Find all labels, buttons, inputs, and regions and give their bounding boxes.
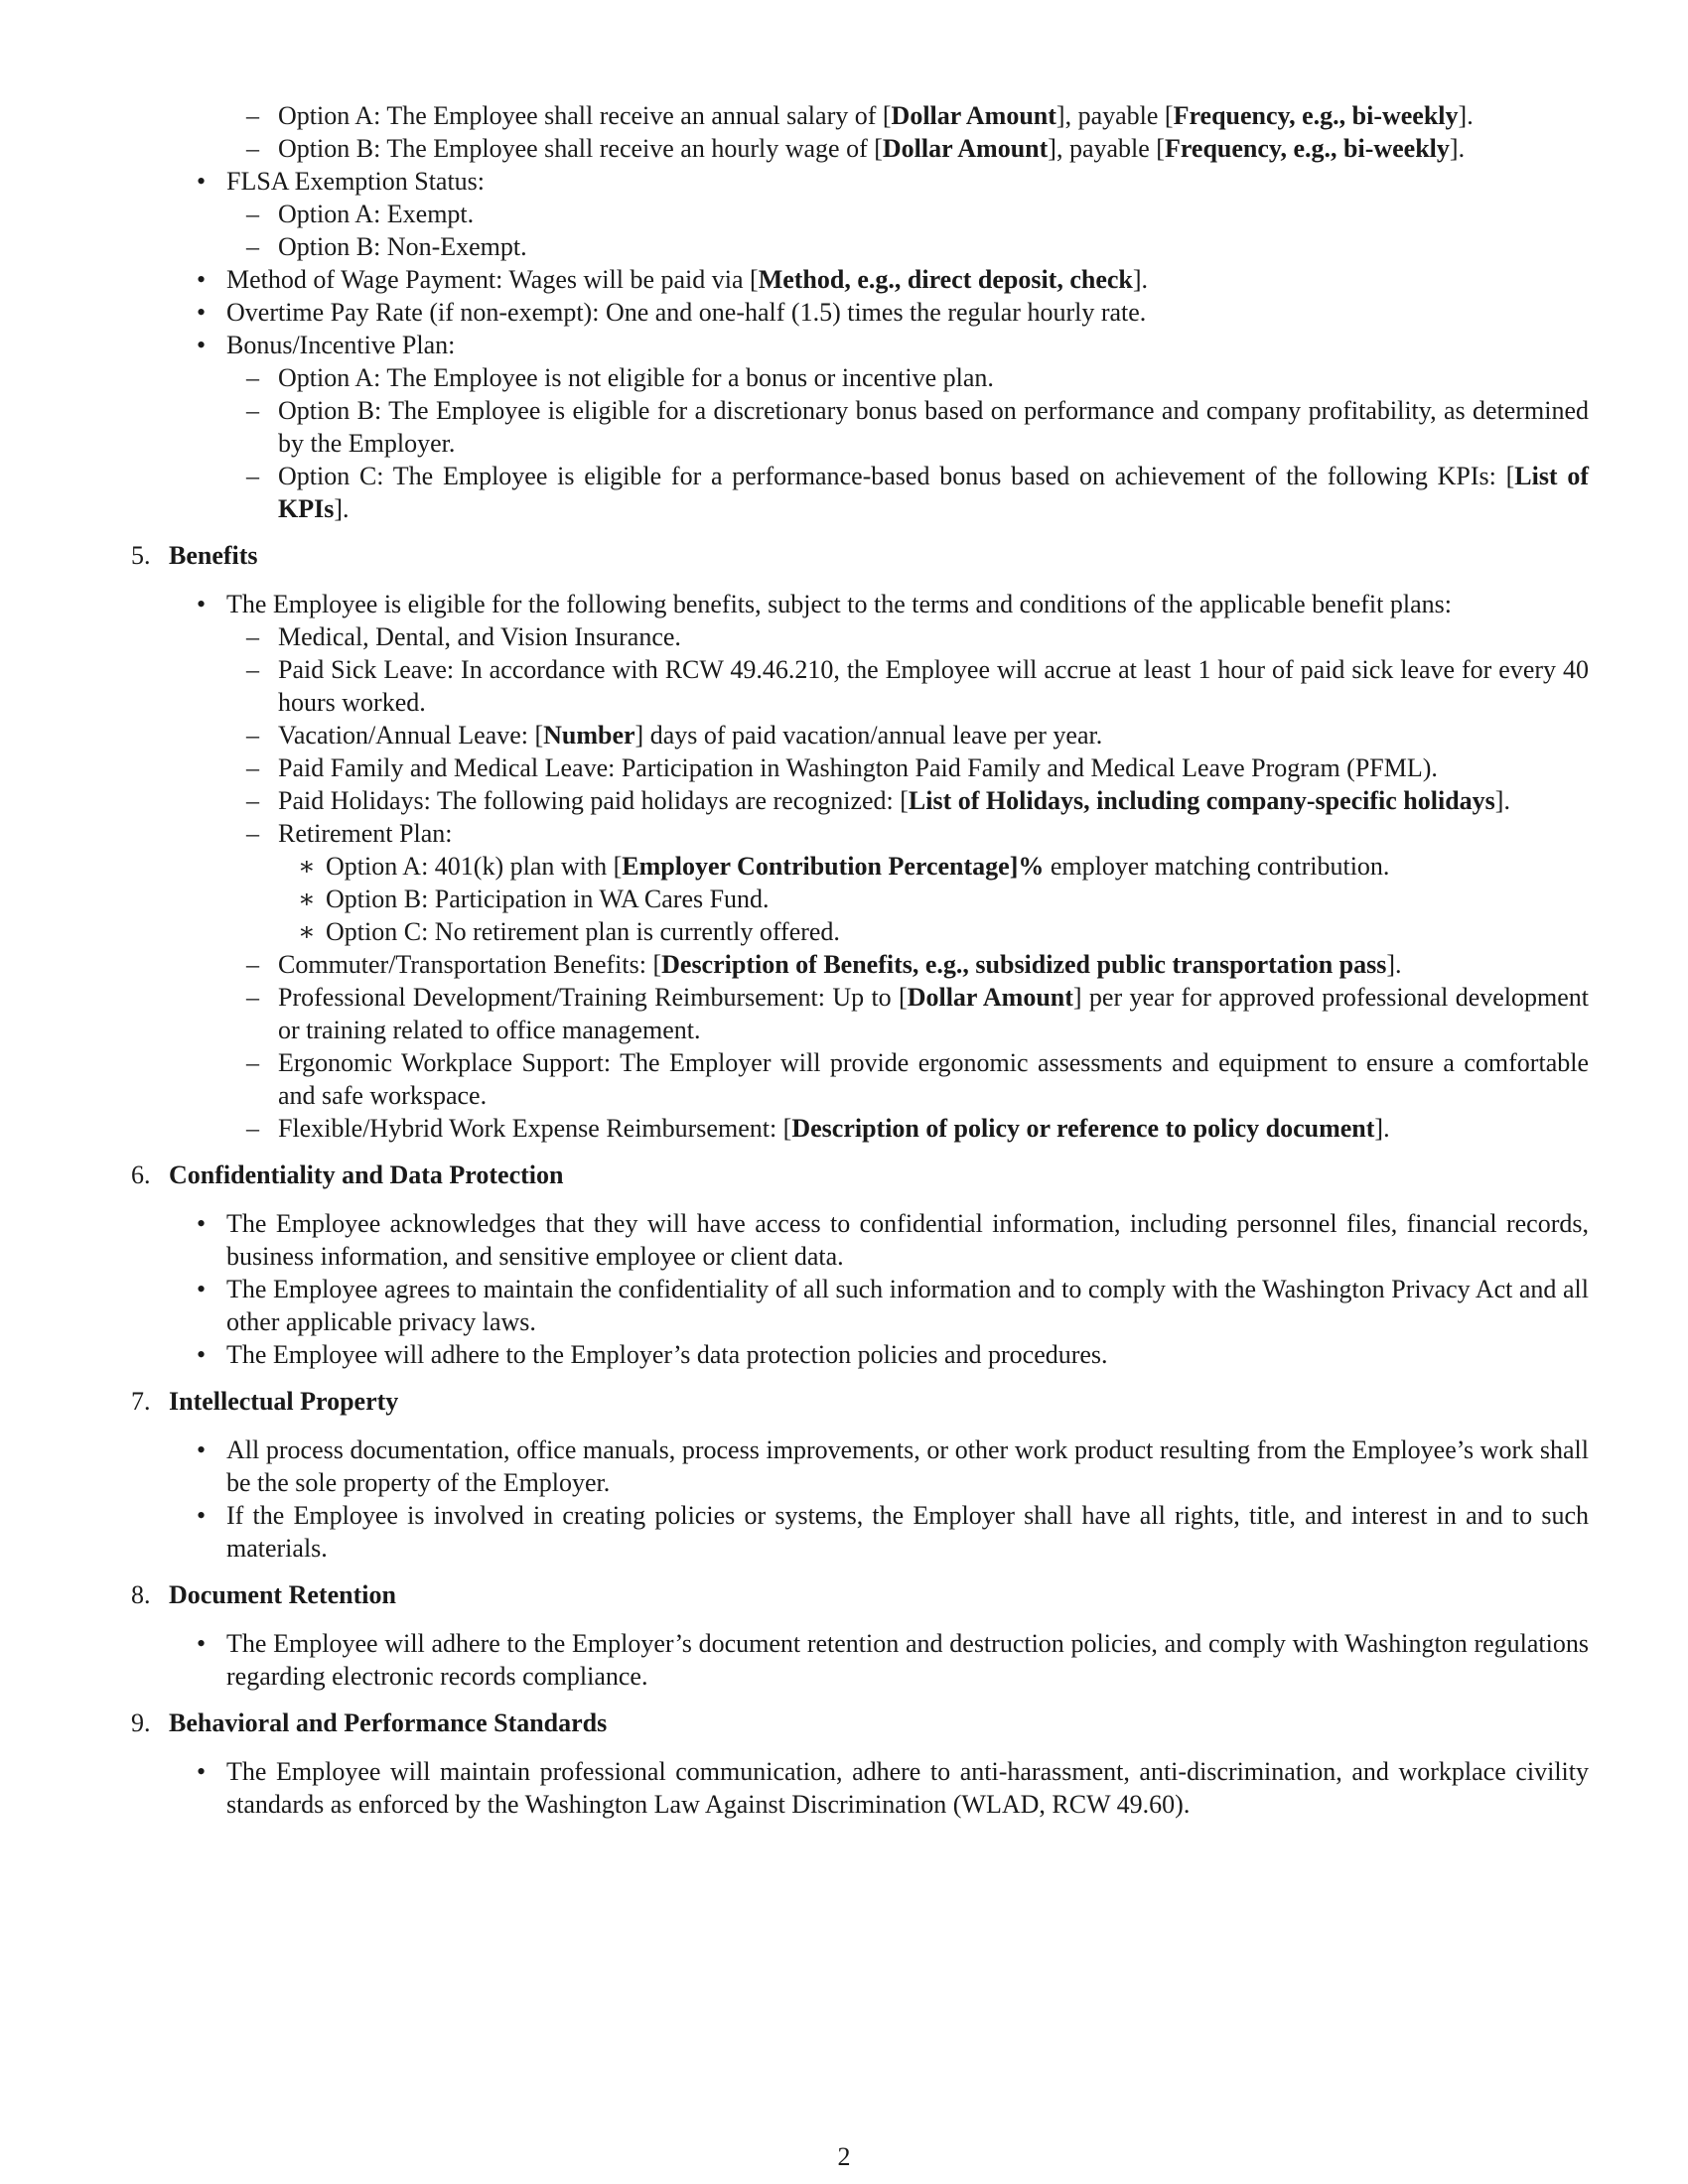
- section-heading-document-retention: 8. Document Retention: [131, 1580, 396, 1609]
- list-item: • The Employee will adhere to the Employer’s data protection policies and procedures.: [197, 1340, 1108, 1369]
- flsa-option-b: – Option B: Non-Exempt.: [246, 232, 527, 261]
- benefits-list: [129, 588, 1589, 1145]
- benefit-hybrid: – Flexible/Hybrid Work Expense Reimbursement: [Description of policy or reference to policy document].: [246, 1114, 1390, 1143]
- section-heading-confidentiality: 6. Confidentiality and Data Protection: [131, 1160, 564, 1189]
- benefit-training: – Professional Development/Training Reimbursement: Up to [Dollar Amount] per year for approved professional development or training related to office management.: [246, 983, 1589, 1044]
- intellectual-property-list: [129, 1433, 1589, 1565]
- retirement-option-c: ∗ Option C: No retirement plan is currently offered.: [298, 917, 840, 946]
- benefit-holidays: – Paid Holidays: The following paid holidays are recognized: [List of Holidays, including company-specific holidays].: [246, 786, 1510, 815]
- flsa-status: • FLSA Exemption Status:: [197, 167, 486, 196]
- overtime-pay-rate: • Overtime Pay Rate (if non-exempt): One and one-half (1.5) times the regular hourly rate.: [197, 298, 1147, 327]
- document-body: [129, 99, 1589, 1821]
- section-heading-intellectual-property: 7. Intellectual Property: [131, 1387, 399, 1416]
- salary-option-b: – Option B: The Employee shall receive an hourly wage of [Dollar Amount], payable [Frequency, e.g., bi-weekly].: [246, 134, 1466, 163]
- section-heading-behavioral-standards: 9. Behavioral and Performance Standards: [131, 1708, 608, 1737]
- bonus-option-c: – Option C: The Employee is eligible for a performance-based bonus based on achievement of the following KPIs: [List of KPIs].: [246, 462, 1589, 523]
- confidentiality-list: [129, 1207, 1589, 1371]
- list-item: • The Employee acknowledges that they will have access to confidential information, including personnel files, financial records, business information, and sensitive employee or client data.: [197, 1209, 1589, 1271]
- list-item: • All process documentation, office manuals, process improvements, or other work product resulting from the Employee’s work shall be the sole property of the Employer.: [197, 1435, 1589, 1497]
- benefit-pfml: – Paid Family and Medical Leave: Participation in Washington Paid Family and Medical Leave Program (PFML).: [246, 753, 1438, 782]
- benefit-sick-leave: – Paid Sick Leave: In accordance with RCW 49.46.210, the Employee will accrue at least 1 hour of paid sick leave for every 40 hours worked.: [246, 655, 1589, 717]
- bonus-option-b: – Option B: The Employee is eligible for a discretionary bonus based on performance and company profitability, as determined by the Employer.: [246, 396, 1589, 458]
- retirement-option-b: ∗ Option B: Participation in WA Cares Fund.: [298, 885, 770, 913]
- benefit-medical: – Medical, Dental, and Vision Insurance.: [246, 622, 681, 651]
- wage-payment-method: • Method of Wage Payment: Wages will be paid via [Method, e.g., direct deposit, check].: [197, 265, 1149, 294]
- page-number: 2: [837, 2142, 851, 2171]
- benefits-intro: • The Employee is eligible for the following benefits, subject to the terms and conditions of the applicable benefit plans:: [197, 590, 1452, 618]
- benefit-commuter: – Commuter/Transportation Benefits: [Description of Benefits, e.g., subsidized public transportation pass].: [246, 950, 1402, 979]
- bonus-option-a: – Option A: The Employee is not eligible for a bonus or incentive plan.: [246, 363, 994, 392]
- benefit-retirement: – Retirement Plan:: [246, 819, 453, 848]
- salary-option-a: – Option A: The Employee shall receive an annual salary of [Dollar Amount], payable [Frequency, e.g., bi-weekly].: [246, 101, 1474, 130]
- bonus-plan: • Bonus/Incentive Plan:: [197, 331, 456, 359]
- flsa-option-a: – Option A: Exempt.: [246, 200, 475, 228]
- compensation-continued: [129, 99, 1589, 525]
- retirement-option-a: ∗ Option A: 401(k) plan with [Employer Contribution Percentage]% employer matching contribution.: [298, 852, 1390, 881]
- benefit-vacation: – Vacation/Annual Leave: [Number] days of paid vacation/annual leave per year.: [246, 721, 1103, 750]
- list-item: • The Employee will maintain professional communication, adhere to anti-harassment, anti-discrimination, and workplace civility standards as enforced by the Washington Law Against Discrimination (WLAD, RCW 49.60).: [197, 1757, 1589, 1819]
- behavioral-standards-list: [129, 1755, 1589, 1821]
- list-item: • The Employee agrees to maintain the confidentiality of all such information and to comply with the Washington Privacy Act and all other applicable privacy laws.: [197, 1275, 1589, 1336]
- section-heading-benefits: 5. Benefits: [131, 541, 258, 570]
- benefit-ergonomic: – Ergonomic Workplace Support: The Employer will provide ergonomic assessments and equipment to ensure a comfortable and safe workspace.: [246, 1048, 1589, 1110]
- list-item: • If the Employee is involved in creating policies or systems, the Employer shall have all rights, title, and interest in and to such materials.: [197, 1501, 1589, 1563]
- document-retention-list: [129, 1627, 1589, 1693]
- list-item: • The Employee will adhere to the Employer’s document retention and destruction policies, and comply with Washington regulations regarding electronic records compliance.: [197, 1629, 1589, 1691]
